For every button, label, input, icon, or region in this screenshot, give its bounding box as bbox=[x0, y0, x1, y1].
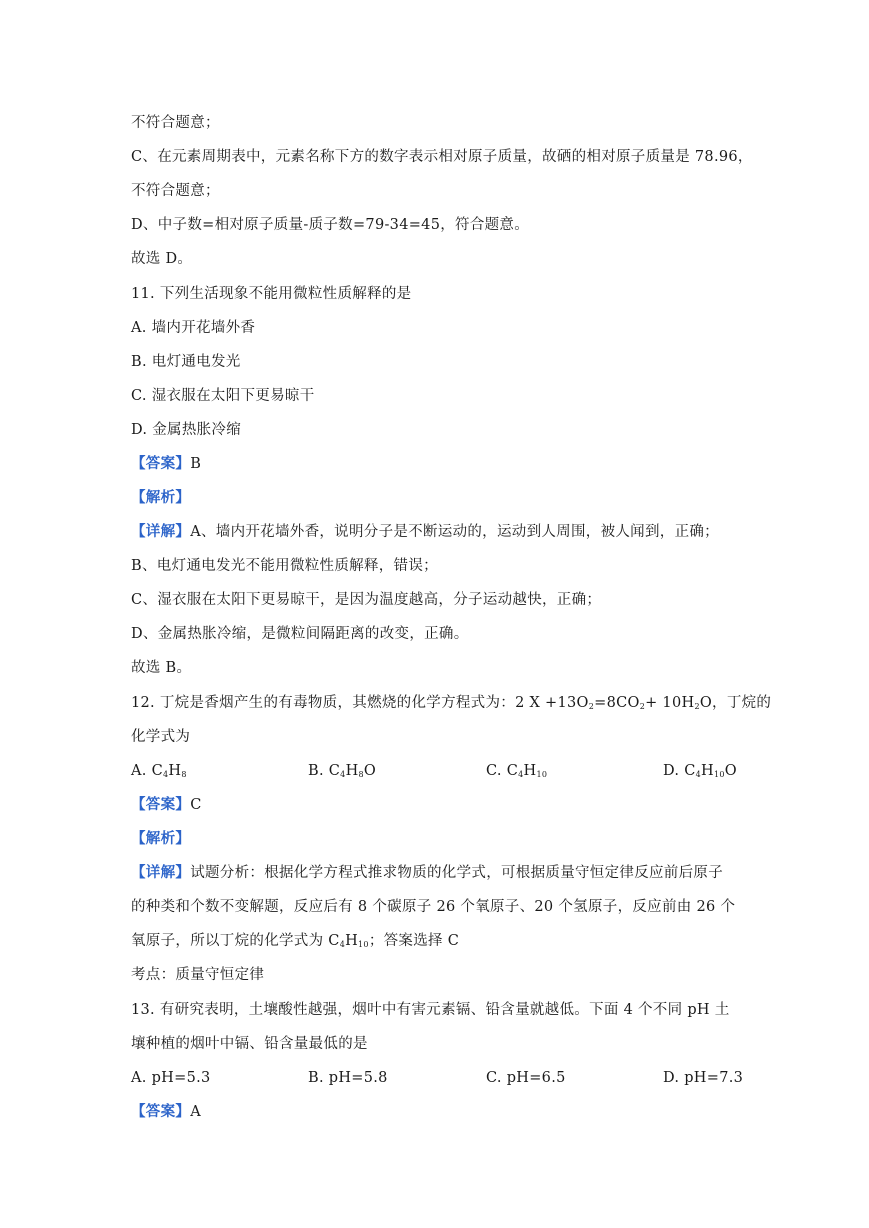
answer-value: B bbox=[190, 456, 202, 472]
subscript: 4 bbox=[339, 940, 346, 949]
detail-text: A、墙内开花墙外香，说明分子是不断运动的，运动到人周围，被人闻到，正确； bbox=[190, 524, 719, 540]
option-b bbox=[308, 761, 376, 781]
text-line: 考点：质量守恒定律 bbox=[131, 967, 265, 983]
opt-text: O bbox=[363, 763, 377, 779]
answer-line bbox=[131, 1102, 201, 1122]
opt-text: H bbox=[168, 763, 182, 779]
subscript: 10 bbox=[713, 770, 725, 779]
answer-value: C bbox=[190, 797, 202, 813]
detail-text: 试题分析：根据化学方程式推求物质的化学式，可根据质量守恒定律反应前后原子 bbox=[190, 865, 723, 881]
opt-text: H bbox=[345, 763, 359, 779]
question-13: 13. 有研究表明，土壤酸性越强，烟叶中有害元素镉、铅含量就越低。下面 4 个不同 pH 土 bbox=[131, 1002, 730, 1018]
text-line: 不符合题意； bbox=[131, 183, 220, 199]
subscript: 10 bbox=[536, 770, 548, 779]
option-d: D. 金属热胀冷缩 bbox=[131, 422, 242, 438]
analysis-tag: 【解析】 bbox=[131, 489, 191, 506]
text-line: C、湿衣服在太阳下更易晾干，是因为温度越高，分子运动越快，正确； bbox=[131, 592, 602, 608]
option-b: B. 电灯通电发光 bbox=[131, 354, 241, 370]
answer-value: A bbox=[190, 1104, 201, 1120]
option-c bbox=[486, 761, 547, 781]
answer-tag: 【答案】 bbox=[131, 1103, 191, 1120]
analysis-tag: 【解析】 bbox=[131, 830, 191, 847]
subscript: 10 bbox=[358, 940, 369, 949]
text-line: D、金属热胀冷缩，是微粒间隔距离的改变，正确。 bbox=[131, 626, 469, 642]
subscript: 2 bbox=[639, 702, 646, 711]
text-line: 故选 D。 bbox=[131, 251, 193, 267]
text-part: H bbox=[345, 933, 359, 949]
option-a: A. 墙内开花墙外香 bbox=[131, 320, 256, 336]
text-part: 氧原子，所以丁烷的化学式为 C bbox=[131, 933, 340, 949]
option-d bbox=[663, 761, 737, 781]
subscript: 4 bbox=[695, 770, 702, 779]
text-line: 壤种植的烟叶中镉、铅含量最低的是 bbox=[131, 1036, 368, 1052]
subscript: 4 bbox=[162, 770, 169, 779]
analysis-line bbox=[131, 488, 190, 508]
opt-text: H bbox=[523, 763, 537, 779]
opt-text: H bbox=[701, 763, 714, 779]
opt-text: C. C bbox=[486, 763, 519, 779]
opt-text: D. C bbox=[663, 763, 696, 779]
text-line: C、在元素周期表中，元素名称下方的数字表示相对原子质量，故硒的相对原子质量是 78.96， bbox=[131, 149, 753, 165]
question-11: 11. 下列生活现象不能用微粒性质解释的是 bbox=[131, 286, 412, 302]
detail-tag: 【详解】 bbox=[131, 864, 191, 881]
q12-part: + 10H bbox=[645, 695, 695, 711]
text-line: 化学式为 bbox=[131, 729, 191, 745]
subscript: 4 bbox=[340, 770, 346, 779]
subscript: 8 bbox=[181, 770, 187, 779]
detail-line bbox=[131, 863, 723, 883]
text-line: D、中子数=相对原子质量-质子数=79-34=45，符合题意。 bbox=[131, 217, 530, 233]
option-d: D. pH=7.3 bbox=[663, 1070, 744, 1086]
option-a: A. pH=5.3 bbox=[131, 1070, 211, 1086]
text-line: 不符合题意； bbox=[131, 115, 220, 131]
answer-line bbox=[131, 795, 202, 815]
option-c: C. 湿衣服在太阳下更易晾干 bbox=[131, 388, 315, 404]
option-c: C. pH=6.5 bbox=[486, 1070, 566, 1086]
answer-line bbox=[131, 454, 201, 474]
answer-tag: 【答案】 bbox=[131, 796, 191, 813]
text-line: 故选 B。 bbox=[131, 660, 192, 676]
q12-part: =8CO bbox=[594, 695, 640, 711]
text-line: 的种类和个数不变解题，反应后有 8 个碳原子 26 个氧原子、20 个氢原子，反应前由 26 个 bbox=[131, 899, 736, 915]
subscript: 2 bbox=[694, 702, 700, 711]
q12-part: 12. 丁烷是香烟产生的有毒物质，其燃烧的化学方程式为：2 X +13O bbox=[131, 695, 589, 711]
text-line: B、电灯通电发光不能用微粒性质解释，错误； bbox=[131, 558, 438, 574]
option-b: B. pH=5.8 bbox=[308, 1070, 388, 1086]
analysis-line bbox=[131, 829, 190, 849]
opt-text: B. C bbox=[308, 763, 341, 779]
text-line bbox=[131, 931, 459, 951]
detail-tag: 【详解】 bbox=[131, 523, 191, 540]
question-12 bbox=[131, 693, 771, 713]
opt-text: A. C bbox=[131, 763, 163, 779]
text-part: ；答案选择 C bbox=[368, 933, 460, 949]
opt-text: O bbox=[724, 763, 737, 779]
option-a bbox=[131, 761, 187, 781]
answer-tag: 【答案】 bbox=[131, 455, 191, 472]
subscript: 4 bbox=[518, 770, 524, 779]
subscript: 8 bbox=[358, 770, 364, 779]
detail-line bbox=[131, 522, 719, 542]
subscript: 2 bbox=[588, 702, 595, 711]
q12-part: O，丁烷的 bbox=[699, 695, 772, 711]
